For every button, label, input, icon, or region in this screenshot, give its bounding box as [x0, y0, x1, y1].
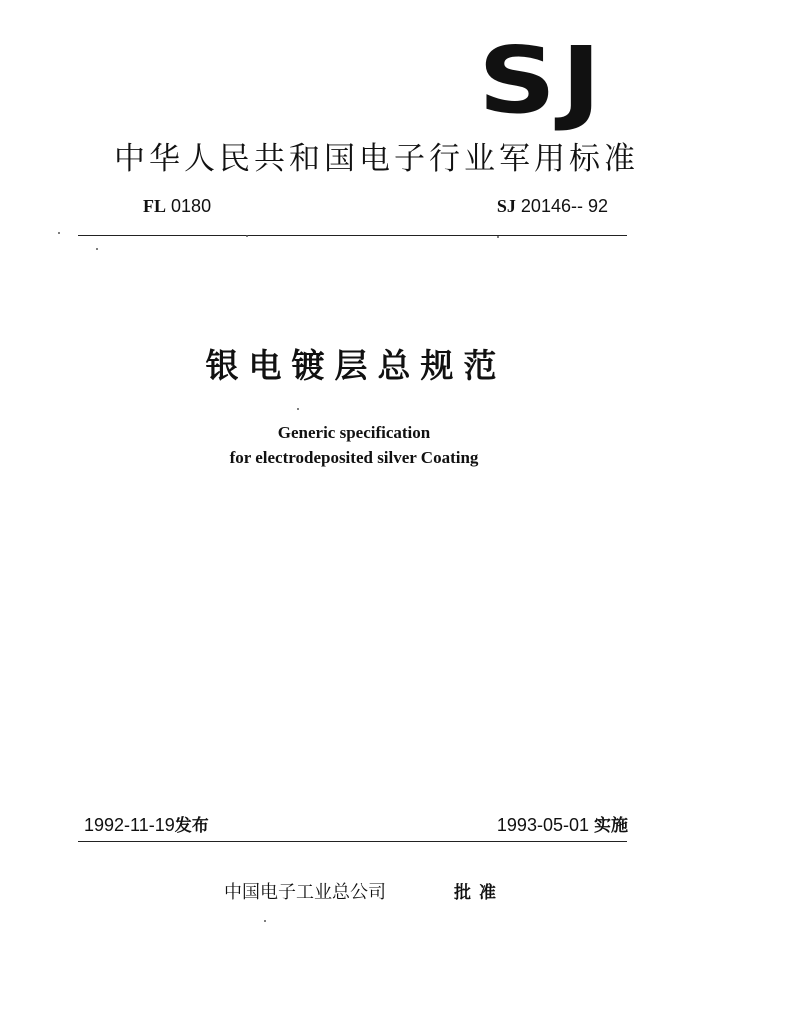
scan-speck	[497, 236, 499, 238]
classification-number: 0180	[171, 196, 212, 216]
footer-divider	[78, 841, 627, 842]
issue-date-label: 发布	[174, 816, 209, 836]
document-title-english-line2: for electrodeposited silver Coating	[229, 448, 479, 467]
standard-organization-title: 中华人民共和国电子行业军用标准	[114, 141, 639, 177]
scan-speck	[96, 248, 98, 250]
sj-logo: SJ	[478, 27, 607, 134]
standard-code	[497, 194, 608, 218]
issue-date	[84, 813, 209, 838]
scan-speck	[58, 232, 60, 234]
header-divider	[78, 235, 627, 236]
approving-authority: 中国电子工业总公司	[224, 882, 386, 903]
approval-label: 批准	[454, 883, 504, 903]
document-title-chinese: 银电镀层总规范	[205, 346, 507, 385]
standard-number: 20146-- 92	[520, 196, 608, 216]
effective-date-value: 1993-05-01	[496, 815, 589, 835]
standard-prefix: SJ	[496, 196, 516, 216]
classification-prefix: FL	[143, 196, 167, 216]
classification-code	[143, 194, 211, 218]
effective-date	[497, 813, 628, 838]
effective-date-label: 实施	[594, 816, 628, 836]
scan-speck	[246, 235, 248, 237]
document-title-english-line1: Generic specification	[277, 423, 431, 442]
scan-speck	[297, 408, 299, 410]
issue-date-value: 1992-11-19	[84, 815, 175, 835]
scan-speck	[264, 920, 266, 922]
